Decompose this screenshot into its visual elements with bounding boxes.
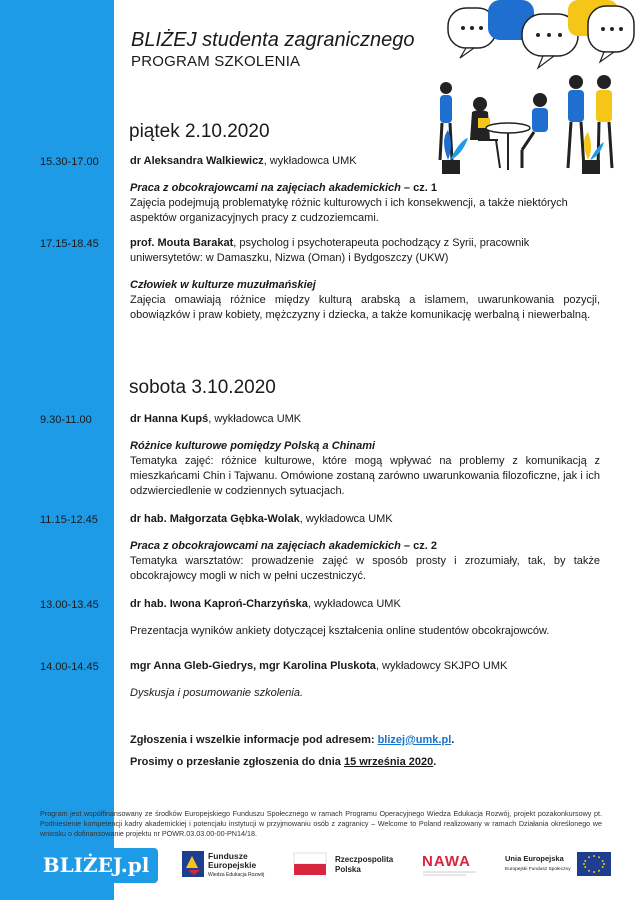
session-time: 13.00-13.45 (40, 599, 99, 611)
topic-part: – cz. 1 (400, 182, 437, 194)
session-description: Dyskusja i posumowanie szkolenia. (130, 687, 304, 699)
day-heading-saturday: sobota 3.10.2020 (129, 377, 276, 398)
speaker-name: prof. Mouta Barakat (130, 237, 234, 249)
speaker-role: , wykładowca UMK (299, 513, 393, 525)
speaker-name: dr Aleksandra Walkiewicz (130, 155, 264, 167)
page-subtitle: PROGRAM SZKOLENIA (131, 53, 301, 70)
speaker-role: , wykładowca UMK (307, 598, 401, 610)
session-time: 15.30-17.00 (40, 156, 99, 168)
speaker-name: mgr Anna Gleb-Giedrys, mgr Karolina Pluskota (130, 660, 376, 672)
session-topic (130, 181, 600, 196)
session-topic (130, 539, 600, 554)
speaker-name: dr hab. Małgorzata Gębka-Wolak (130, 513, 300, 525)
session-speaker-line (130, 659, 600, 674)
blizej-logo: BLIŻEJ.pl (34, 848, 158, 883)
session-time: 17.15-18.45 (40, 238, 99, 250)
unia-europejska-logo (505, 848, 613, 882)
day-heading-friday: piątek 2.10.2020 (129, 121, 270, 142)
session-description: Tematyka zajęć: różnice kulturowe, które mogą wpływać na problemy z komunikacją z mieszkańcami Chin i Tajwanu. Omówione zostaną zarówno uwarunkowania filozoficzne, jak i ich odzwierciedlenie w codziennych sytuacjach. (130, 455, 600, 497)
topic-title: Człowiek w kulturze muzułmańskiej (130, 279, 316, 291)
left-color-stripe (0, 0, 114, 900)
session-entry (130, 236, 600, 323)
speaker-role: , psycholog i psychoterapeuta pochodzący z Syrii, pracownik uniwersytetów: w Damaszku, Nizwa (Oman) i Bydgoszczy (UKW) (130, 237, 530, 264)
deadline-line (130, 756, 436, 768)
contact-line (130, 734, 454, 746)
session-speaker-line (130, 597, 600, 612)
session-time: 9.30-11.00 (40, 414, 92, 426)
page-title: BLIŻEJ studenta zagranicznego (131, 29, 415, 51)
session-entry (130, 659, 600, 701)
session-speaker-line (130, 512, 600, 527)
session-entry (130, 412, 600, 499)
session-description: Zajęcia omawiają różnice między kulturą arabską a islamem, uwarunkowania pozycji, obowiązków i praw kobiety, mężczyzny i dziecka, a także komunikację werbalną i niewerbalną. (130, 294, 600, 321)
fundusze-europejskie-logo (180, 848, 280, 882)
ue-line2: Europejski Fundusz Społeczny (505, 867, 571, 872)
topic-title: Praca z obcokrajowcami na zajęciach akademickich (130, 540, 401, 552)
deadline-end: . (433, 756, 437, 768)
session-description: Zajęcia podejmują problematykę różnic kulturowych i ich konsekwencji, a także niektórych aspektów organizacyjnych pracy z cudzoziemcami. (130, 197, 568, 224)
session-speaker-line (130, 412, 600, 427)
speaker-role: , wykładowca UMK (263, 155, 357, 167)
session-entry (130, 154, 600, 226)
footer-funding-note: Program jest współfinansowany ze środków Europejskiego Funduszu Społecznego w ramach Programu Operacyjnego Wiedza Edukacja Rozwój, projekt pozakonkursowy pt. Podniesienie kompetencji kadry akademickiej i potencjału instytucji w przyjmowaniu osób z zagranicy – Welcome to Poland realizowany w ramach Działania określonego we wniosku o dofinansowanie projektu nr POWR.03.03.00-00-PN14/18. (40, 809, 602, 838)
nawa-logo (420, 848, 480, 882)
session-speaker-line (130, 154, 600, 169)
session-speaker-line (130, 236, 600, 266)
fe-line2: Europejskie (208, 860, 257, 870)
speaker-role: , wykładowcy SKJPO UMK (375, 660, 508, 672)
contact-end: . (451, 734, 455, 746)
nawa-text: NAWA (422, 853, 471, 870)
session-entry (130, 512, 600, 584)
session-time: 14.00-14.45 (40, 661, 99, 673)
fe-line3: Wiedza Edukacja Rozwój (208, 872, 265, 878)
rzeczpospolita-polska-logo (293, 848, 403, 882)
speaker-name: dr hab. Iwona Kaproń-Charzyńska (130, 598, 308, 610)
ue-line1: Unia Europejska (505, 854, 564, 863)
topic-part: – cz. 2 (400, 540, 437, 552)
speaker-role: , wykładowca UMK (208, 413, 302, 425)
session-description: Tematyka warsztatów: prowadzenie zajęć w sposób prosty i zrozumiały, tak, by także obcokrajowcy mogli w nich w pełni uczestniczyć. (130, 555, 600, 582)
session-entry (130, 597, 600, 639)
fe-line1: Fundusze (208, 851, 248, 861)
rp-line2: Polska (335, 865, 361, 874)
session-description: Prezentacja wyników ankiety dotyczącej kształcenia online studentów obcokrajowców. (130, 625, 550, 637)
topic-title: Różnice kulturowe pomiędzy Polską a Chinami (130, 440, 376, 452)
speaker-name: dr Hanna Kupś (130, 413, 209, 425)
deadline-date: 15 września 2020 (343, 756, 434, 768)
deadline-text: Prosimy o przesłanie zgłoszenia do dnia (130, 756, 344, 768)
contact-email-link[interactable]: blizej@umk.pl (377, 734, 452, 746)
session-time: 11.15-12.45 (40, 514, 98, 526)
topic-title: Praca z obcokrajowcami na zajęciach akademickich (130, 182, 401, 194)
rp-line1: Rzeczpospolita (335, 855, 394, 864)
contact-text: Zgłoszenia i wszelkie informacje pod adresem: (130, 734, 378, 746)
